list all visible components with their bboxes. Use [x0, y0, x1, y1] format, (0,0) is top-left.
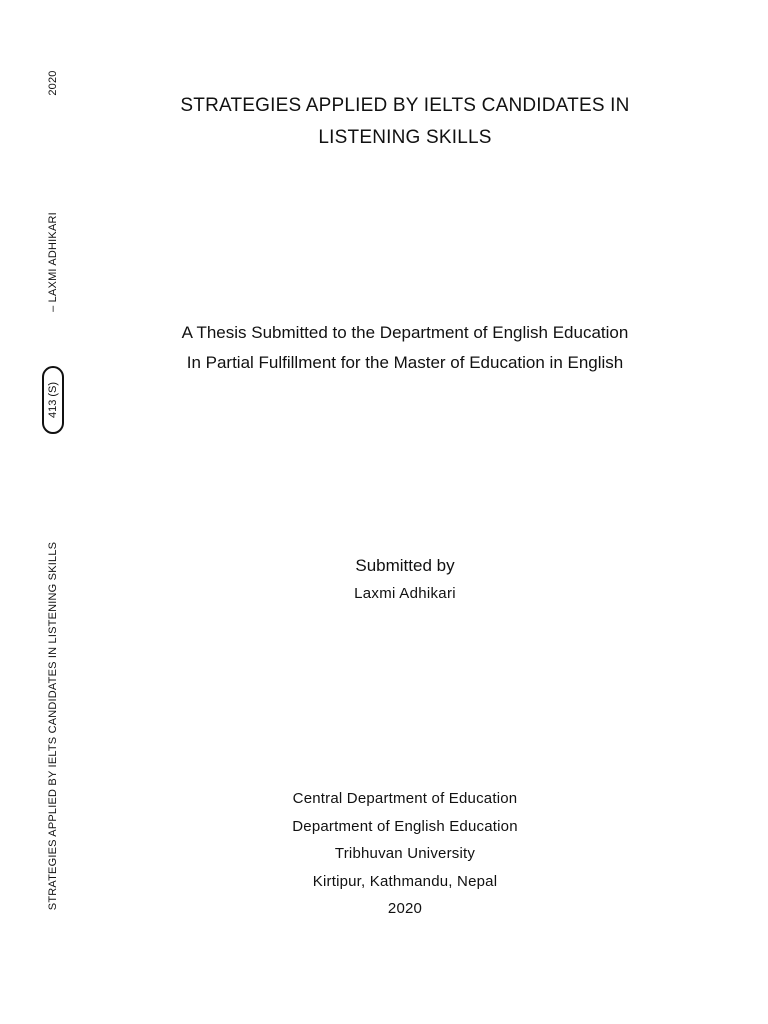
spine-code: 413 (S): [47, 381, 59, 419]
institution-line-3: Tribhuvan University: [334, 845, 476, 862]
spine-author: – LAXMI ADHIKARI: [47, 212, 59, 312]
institution-line-4: Kirtipur, Kathmandu, Nepal: [312, 872, 498, 890]
spine-year: 2020: [47, 70, 59, 96]
thesis-title: [80, 90, 730, 154]
thesis-title-line-1: STRATEGIES APPLIED BY IELTS CANDIDATES IN: [180, 95, 630, 116]
spine-title: STRATEGIES APPLIED BY IELTS CANDIDATES IN LISTENING SKILLS: [47, 541, 59, 911]
institution-line-2: Department of English Education: [292, 817, 518, 835]
thesis-subtitle: [80, 318, 730, 378]
institution-line-1: Central Department of Education: [292, 790, 518, 807]
spine-code-badge: [42, 366, 64, 434]
subtitle-line-1: A Thesis Submitted to the Department of English Education: [181, 323, 629, 342]
author-name: Laxmi Adhikari: [354, 585, 456, 602]
institution-year: 2020: [387, 900, 423, 917]
institution-block: [80, 785, 730, 923]
thesis-title-line-2: LISTENING SKILLS: [318, 127, 492, 148]
subtitle-line-2: In Partial Fulfillment for the Master of Education in English: [186, 353, 624, 372]
submitted-by-label: Submitted by: [355, 556, 455, 575]
